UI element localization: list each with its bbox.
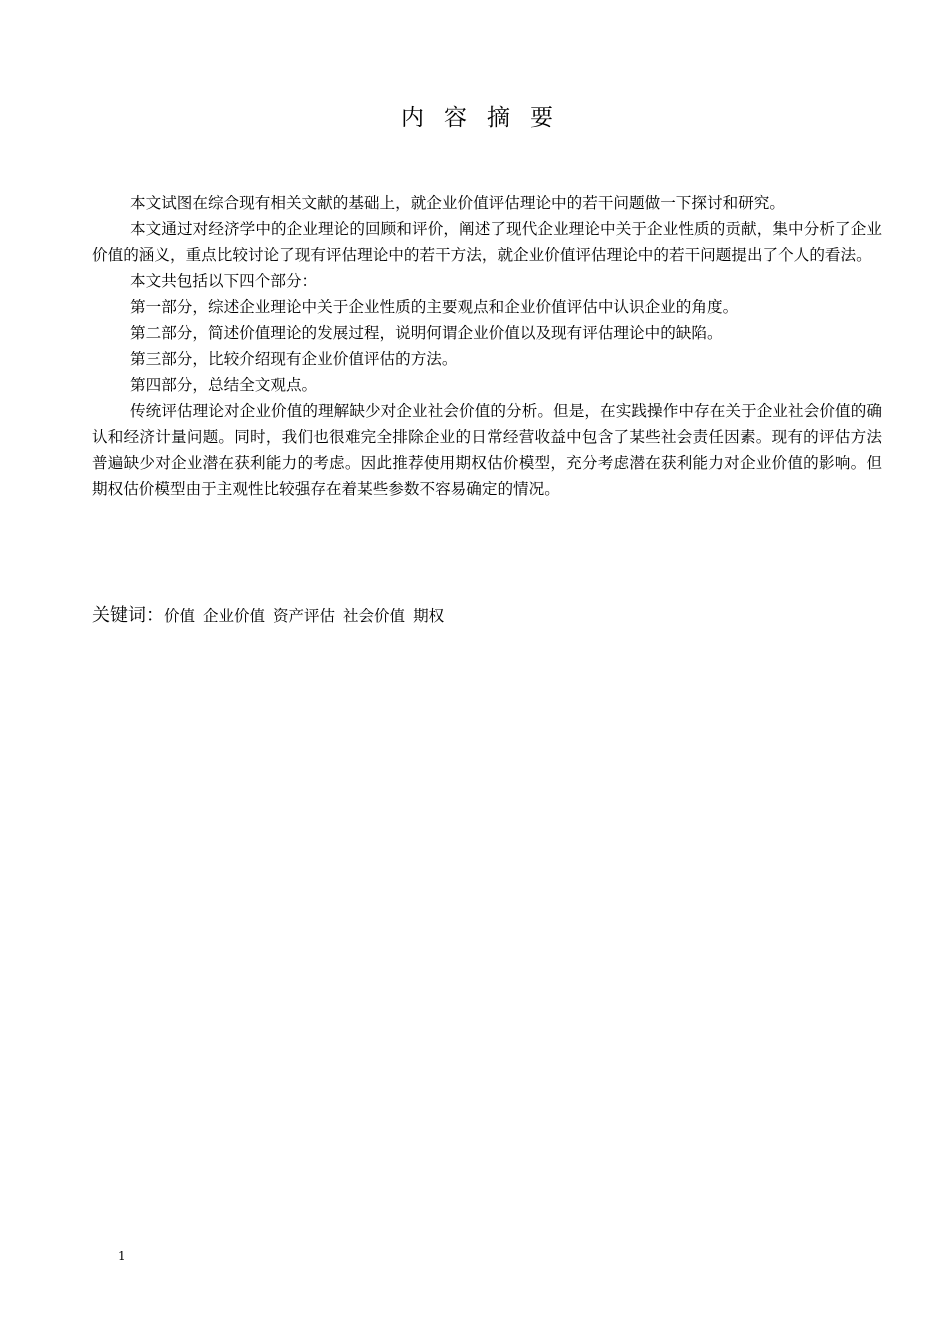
- page-number: 1: [118, 1249, 126, 1263]
- paragraph: 第一部分，综述企业理论中关于企业性质的主要观点和企业价值评估中认识企业的角度。: [130, 298, 739, 316]
- keywords-line: [92, 602, 882, 630]
- paragraph: 本文共包括以下四个部分：: [130, 272, 318, 290]
- paragraph: 传统评估理论对企业价值的理解缺少对企业社会价值的分析。但是，在实践操作中存在关于企业社会价值的确认和经济计量问题。同时，我们也很难完全排除企业的日常经营收益中包含了某些社会责任因素。现有的评估方法普遍缺少对企业潜在获利能力的考虑。因此推荐使用期权估价模型，充分考虑潜在获利能力对企业价值的影响。但期权估价模型由于主观性比较强存在着某些参数不容易确定的情况。: [92, 402, 882, 498]
- keyword: 资产评估: [273, 607, 336, 625]
- keyword: 企业价值: [203, 607, 266, 625]
- paragraph: 第二部分，简述价值理论的发展过程，说明何谓企业价值以及现有评估理论中的缺陷。: [130, 324, 723, 342]
- keyword: 期权: [413, 607, 445, 625]
- keywords-list: [164, 607, 452, 625]
- keywords-label: 关键词：: [92, 605, 164, 626]
- abstract-body: [92, 190, 882, 502]
- keyword: 社会价值: [343, 607, 406, 625]
- page-title: 内容摘要: [401, 105, 573, 131]
- keyword: 价值: [164, 607, 196, 625]
- paragraph: 本文通过对经济学中的企业理论的回顾和评价，阐述了现代企业理论中关于企业性质的贡献，集中分析了企业价值的涵义，重点比较讨论了现有评估理论中的若干方法，就企业价值评估理论中的若干问题提出了个人的看法。: [92, 220, 882, 264]
- paragraph: 本文试图在综合现有相关文献的基础上，就企业价值评估理论中的若干问题做一下探讨和研究。: [130, 194, 785, 212]
- paragraph: 第三部分，比较介绍现有企业价值评估的方法。: [130, 350, 458, 368]
- paragraph: 第四部分，总结全文观点。: [130, 376, 318, 394]
